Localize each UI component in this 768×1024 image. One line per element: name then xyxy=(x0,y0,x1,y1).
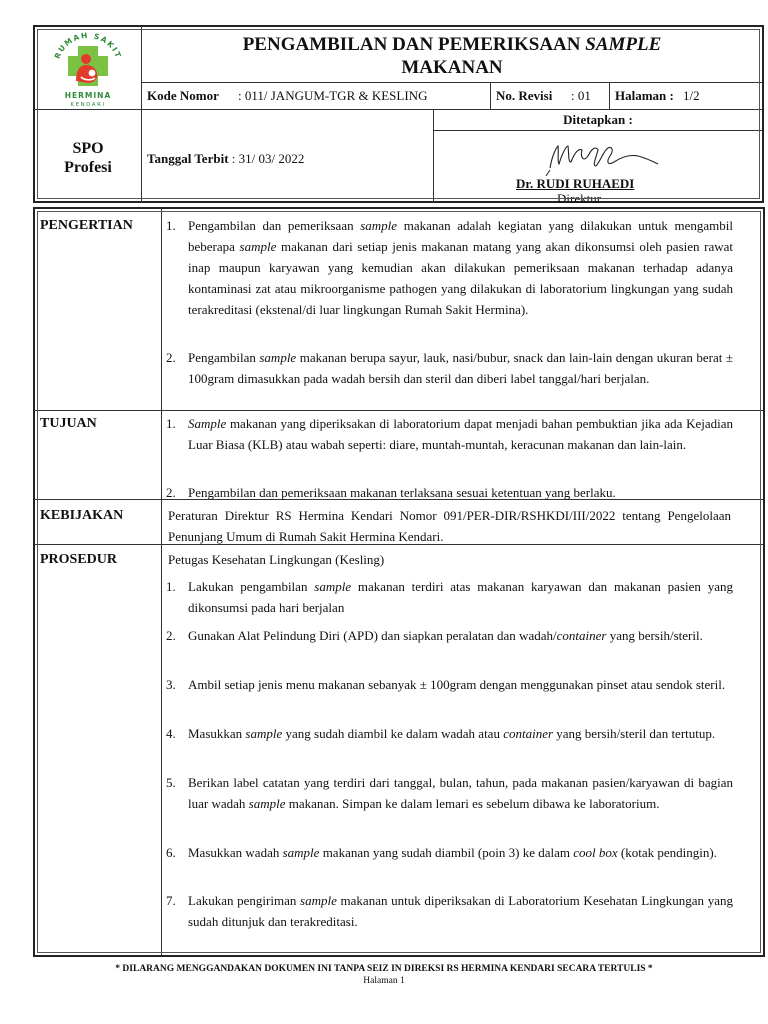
item-text: Masukkan sample yang sudah diambil ke dalam wadah atau container yang bersih/steril dan tertutup. xyxy=(188,726,716,741)
item-number: 1. xyxy=(166,579,176,594)
item-text: Sample makanan yang diperiksakan di laboratorium dapat menjadi bahan pembuktian jika ada Kejadian Luar Biasa (KLB) atau wabah seperti: diare, muntah-muntah, keracunan makanan dan lain-lain. xyxy=(188,416,733,452)
halaman-label: Halaman : xyxy=(615,88,674,103)
item-text: Berikan label catatan yang terdiri dari tanggal, bulan, tahun, pada makanan pasien/karyawan di bagian luar wadah sample makanan. Simpan ke dalam lemari es sebelum dibawa ke laboratorium. xyxy=(188,775,733,811)
footer-page: Halaman 1 xyxy=(363,976,405,986)
signer-role: Direktur xyxy=(557,191,602,206)
signature-cell xyxy=(434,110,762,206)
prosedur-item-3 xyxy=(166,674,733,695)
item-number: 2. xyxy=(166,350,176,365)
kode-label: Kode Nomor xyxy=(147,88,219,103)
halaman-cell xyxy=(610,83,762,109)
tanggal-label: Tanggal Terbit xyxy=(147,151,229,166)
item-number: 1. xyxy=(166,218,176,233)
spo-line2: Profesi xyxy=(64,159,112,176)
item-text: Pengambilan dan pemeriksaan sample makanan adalah kegiatan yang dilakukan untuk mengambil beberapa sample makanan dari setiap jenis makanan matang yang akan dikonsumsi oleh pasien rawat inap maupun karyawan yang kemudian akan dilakukan pemeriksaan makanan terhadap adanya kontaminasi zat atau mikroorganisme pathogen yang dilakukan di laboratorium lingkungan yang sudah terakreditasi (ekstenal/di luar lingkungan Rumah Sakit Hermina). xyxy=(188,218,733,317)
tujuan-item-2 xyxy=(166,482,733,503)
item-number: 2. xyxy=(166,485,176,500)
signer-name: Dr. RUDI RUHAEDI xyxy=(516,176,635,191)
row-divider-tujuan xyxy=(35,410,763,411)
kode-value: : 011/ JANGUM-TGR & KESLING xyxy=(238,88,428,103)
logo-city: KENDARI xyxy=(70,102,106,108)
ditetapkan-label: Ditetapkan : xyxy=(434,110,762,131)
pengertian-label: PENGERTIAN xyxy=(40,218,133,233)
document-header xyxy=(33,25,764,206)
footer-notice: * DILARANG MENGGANDAKAN DOKUMEN INI TANPA SEIZ IN DIREKSI RS HERMINA KENDARI SECARA TERTULIS * xyxy=(115,964,653,974)
item-text: Pengambilan dan pemeriksaan makanan terlaksana sesuai ketentuan yang berlaku. xyxy=(188,485,616,500)
sop-table xyxy=(33,207,765,957)
kebijakan-text: Peraturan Direktur RS Hermina Kendari Nomor 091/PER-DIR/RSHKDI/III/2022 tentang Pengelolaan Penunjang Umum di Rumah Sakit Hermina Kendari. xyxy=(168,508,731,544)
tujuan-label: TUJUAN xyxy=(40,416,97,431)
logo-top-text: RUMAH SAKIT xyxy=(52,30,124,61)
spo-cell xyxy=(35,109,142,203)
prosedur-item-6 xyxy=(166,842,733,863)
item-number: 1. xyxy=(166,416,176,431)
item-text: Pengambilan sample makanan berupa sayur, lauk, nasi/bubur, snack dan lain-lain dengan ukuran berat ± 100gram dimasukkan pada wadah bersih dan steril dan diberi label tanggal/hari berjalan. xyxy=(188,350,733,386)
signature-image xyxy=(542,132,662,180)
pengertian-item-1 xyxy=(166,215,733,320)
pengertian-item-2 xyxy=(166,347,733,389)
item-text: Gunakan Alat Pelindung Diri (APD) dan siapkan peralatan dan wadah/container yang bersih/steril. xyxy=(188,628,703,643)
prosedur-item-1 xyxy=(166,576,733,618)
item-number: 4. xyxy=(166,726,176,741)
title-line2: MAKANAN xyxy=(401,57,503,78)
prosedur-item-4 xyxy=(166,723,733,744)
document-title xyxy=(142,33,762,79)
item-number: 7. xyxy=(166,893,176,908)
item-number: 6. xyxy=(166,845,176,860)
item-text: Lakukan pengiriman sample makanan untuk diperiksakan di Laboratorium Kesehatan Lingkungan yang sudah ditunjuk dan terakreditasi. xyxy=(188,893,733,929)
item-number: 2. xyxy=(166,628,176,643)
kebijakan-label: KEBIJAKAN xyxy=(40,508,124,523)
prosedur-intro: Petugas Kesehatan Lingkungan (Kesling) xyxy=(168,552,385,567)
prosedur-label: PROSEDUR xyxy=(40,552,118,567)
item-number: 3. xyxy=(166,677,176,692)
tujuan-item-1 xyxy=(166,413,733,455)
title-prefix: PENGAMBILAN DAN PEMERIKSAAN xyxy=(242,34,586,55)
logo-name: HERMINA xyxy=(64,91,112,100)
kode-nomor-cell xyxy=(142,83,491,109)
title-cell xyxy=(142,27,762,83)
hospital-logo xyxy=(36,28,140,108)
revisi-label: No. Revisi xyxy=(496,88,553,103)
column-divider xyxy=(161,209,162,955)
tanggal-terbit xyxy=(147,151,304,167)
item-number: 5. xyxy=(166,775,176,790)
spo-label xyxy=(35,139,141,177)
tanggal-value: : 31/ 03/ 2022 xyxy=(228,151,305,166)
title-italic: SAMPLE xyxy=(585,34,662,55)
item-text: Ambil setiap jenis menu makanan sebanyak ± 100gram dengan menggunakan pinset atau sendok steril. xyxy=(188,677,726,692)
code-row xyxy=(142,83,762,110)
halaman-value: 1/2 xyxy=(683,88,700,103)
spo-line1: SPO xyxy=(72,140,104,157)
logo-cell xyxy=(35,27,142,110)
prosedur-item-2 xyxy=(166,625,733,646)
item-text: Lakukan pengambilan sample makanan terdiri atas makanan karyawan dan makanan pasien yang dikonsumsi pada hari berjalan xyxy=(188,579,733,615)
prosedur-item-5 xyxy=(166,772,733,814)
tanggal-cell xyxy=(142,110,434,203)
item-text: Masukkan wadah sample makanan yang sudah diambil (poin 3) ke dalam cool box (kotak pendingin). xyxy=(188,845,717,860)
revisi-cell xyxy=(491,83,610,109)
prosedur-item-7 xyxy=(166,890,733,932)
revisi-value: : 01 xyxy=(571,88,591,103)
